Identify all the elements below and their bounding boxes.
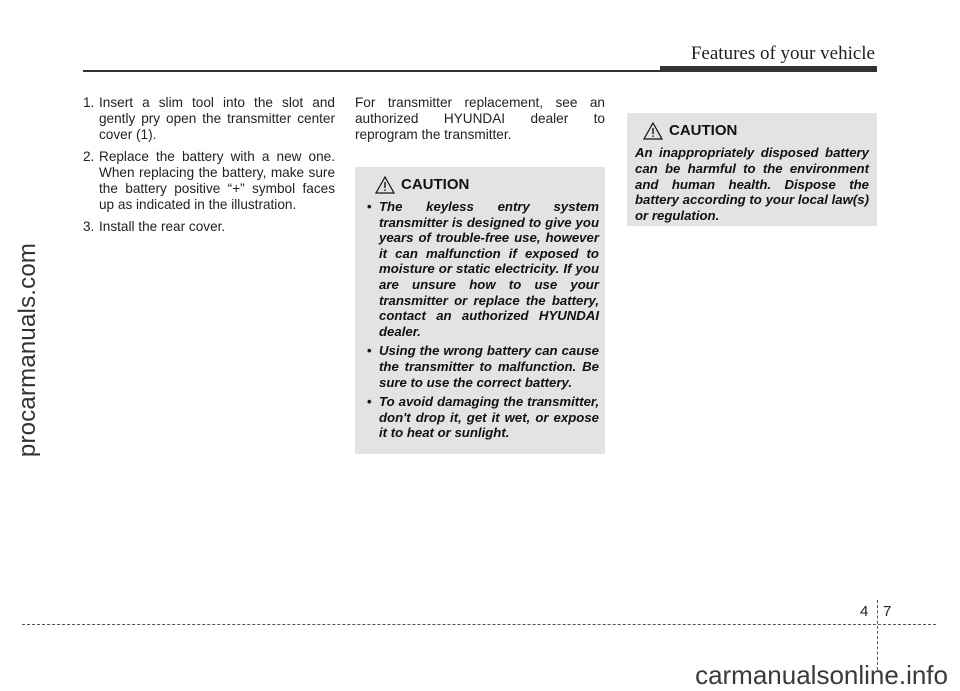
caution-header <box>635 121 869 143</box>
warning-triangle-icon <box>375 176 395 194</box>
footer-rule <box>22 624 936 625</box>
warning-triangle-icon <box>643 122 663 140</box>
caution-item: • To avoid damaging the transmitter, don't drop it, get it wet, or expose it to heat or sunlight. <box>367 394 599 441</box>
watermark-vertical <box>8 170 48 530</box>
page-number: 7 <box>883 603 892 620</box>
step-text: Install the rear cover. <box>99 219 226 234</box>
step-text: Insert a slim tool into the slot and gently pry open the transmitter center cover (1). <box>99 95 335 142</box>
caution-box-transmitter <box>355 167 605 454</box>
caution-item: • Using the wrong battery can cause the transmitter to malfunction. Be sure to use the correct battery. <box>367 343 599 390</box>
caution-box-battery-disposal <box>627 113 877 226</box>
chapter-number: 4 <box>860 603 869 620</box>
header-rule-accent <box>660 66 877 72</box>
instruction-steps <box>83 95 335 241</box>
step-number: 2. <box>83 149 95 164</box>
section-title: Features of your vehicle <box>690 43 875 64</box>
caution-item: • The keyless entry system transmitter is designed to give you years of trouble-free use, however it can malfunction if exposed to moisture or static electricity. If you are unsure how to use your transmitter or replace the battery, contact an authorized HYUNDAI dealer. <box>367 199 599 339</box>
header-rule <box>83 70 663 72</box>
caution-label: CAUTION <box>401 176 470 193</box>
caution-label: CAUTION <box>669 122 738 139</box>
caution-body: An inappropriately disposed battery can be harmful to the environment and human health. Dispose the battery according to your local law(s) or regulation. <box>635 145 869 224</box>
caution-header <box>367 175 599 197</box>
step-number: 3. <box>83 219 95 234</box>
step-number: 1. <box>83 95 95 110</box>
watermark-bottom: carmanualsonline.info <box>695 660 948 690</box>
step-item <box>83 219 335 235</box>
step-item <box>83 95 335 143</box>
step-item <box>83 149 335 213</box>
step-text: Replace the battery with a new one. When replacing the battery, make sure the battery positive “+” symbol faces up as indicated in the illustration. <box>99 149 335 212</box>
watermark-vertical-text: procarmanuals.com <box>14 242 41 458</box>
caution-list <box>367 199 599 441</box>
replacement-paragraph: For transmitter replacement, see an authorized HYUNDAI dealer to reprogram the transmitter. <box>355 95 605 142</box>
